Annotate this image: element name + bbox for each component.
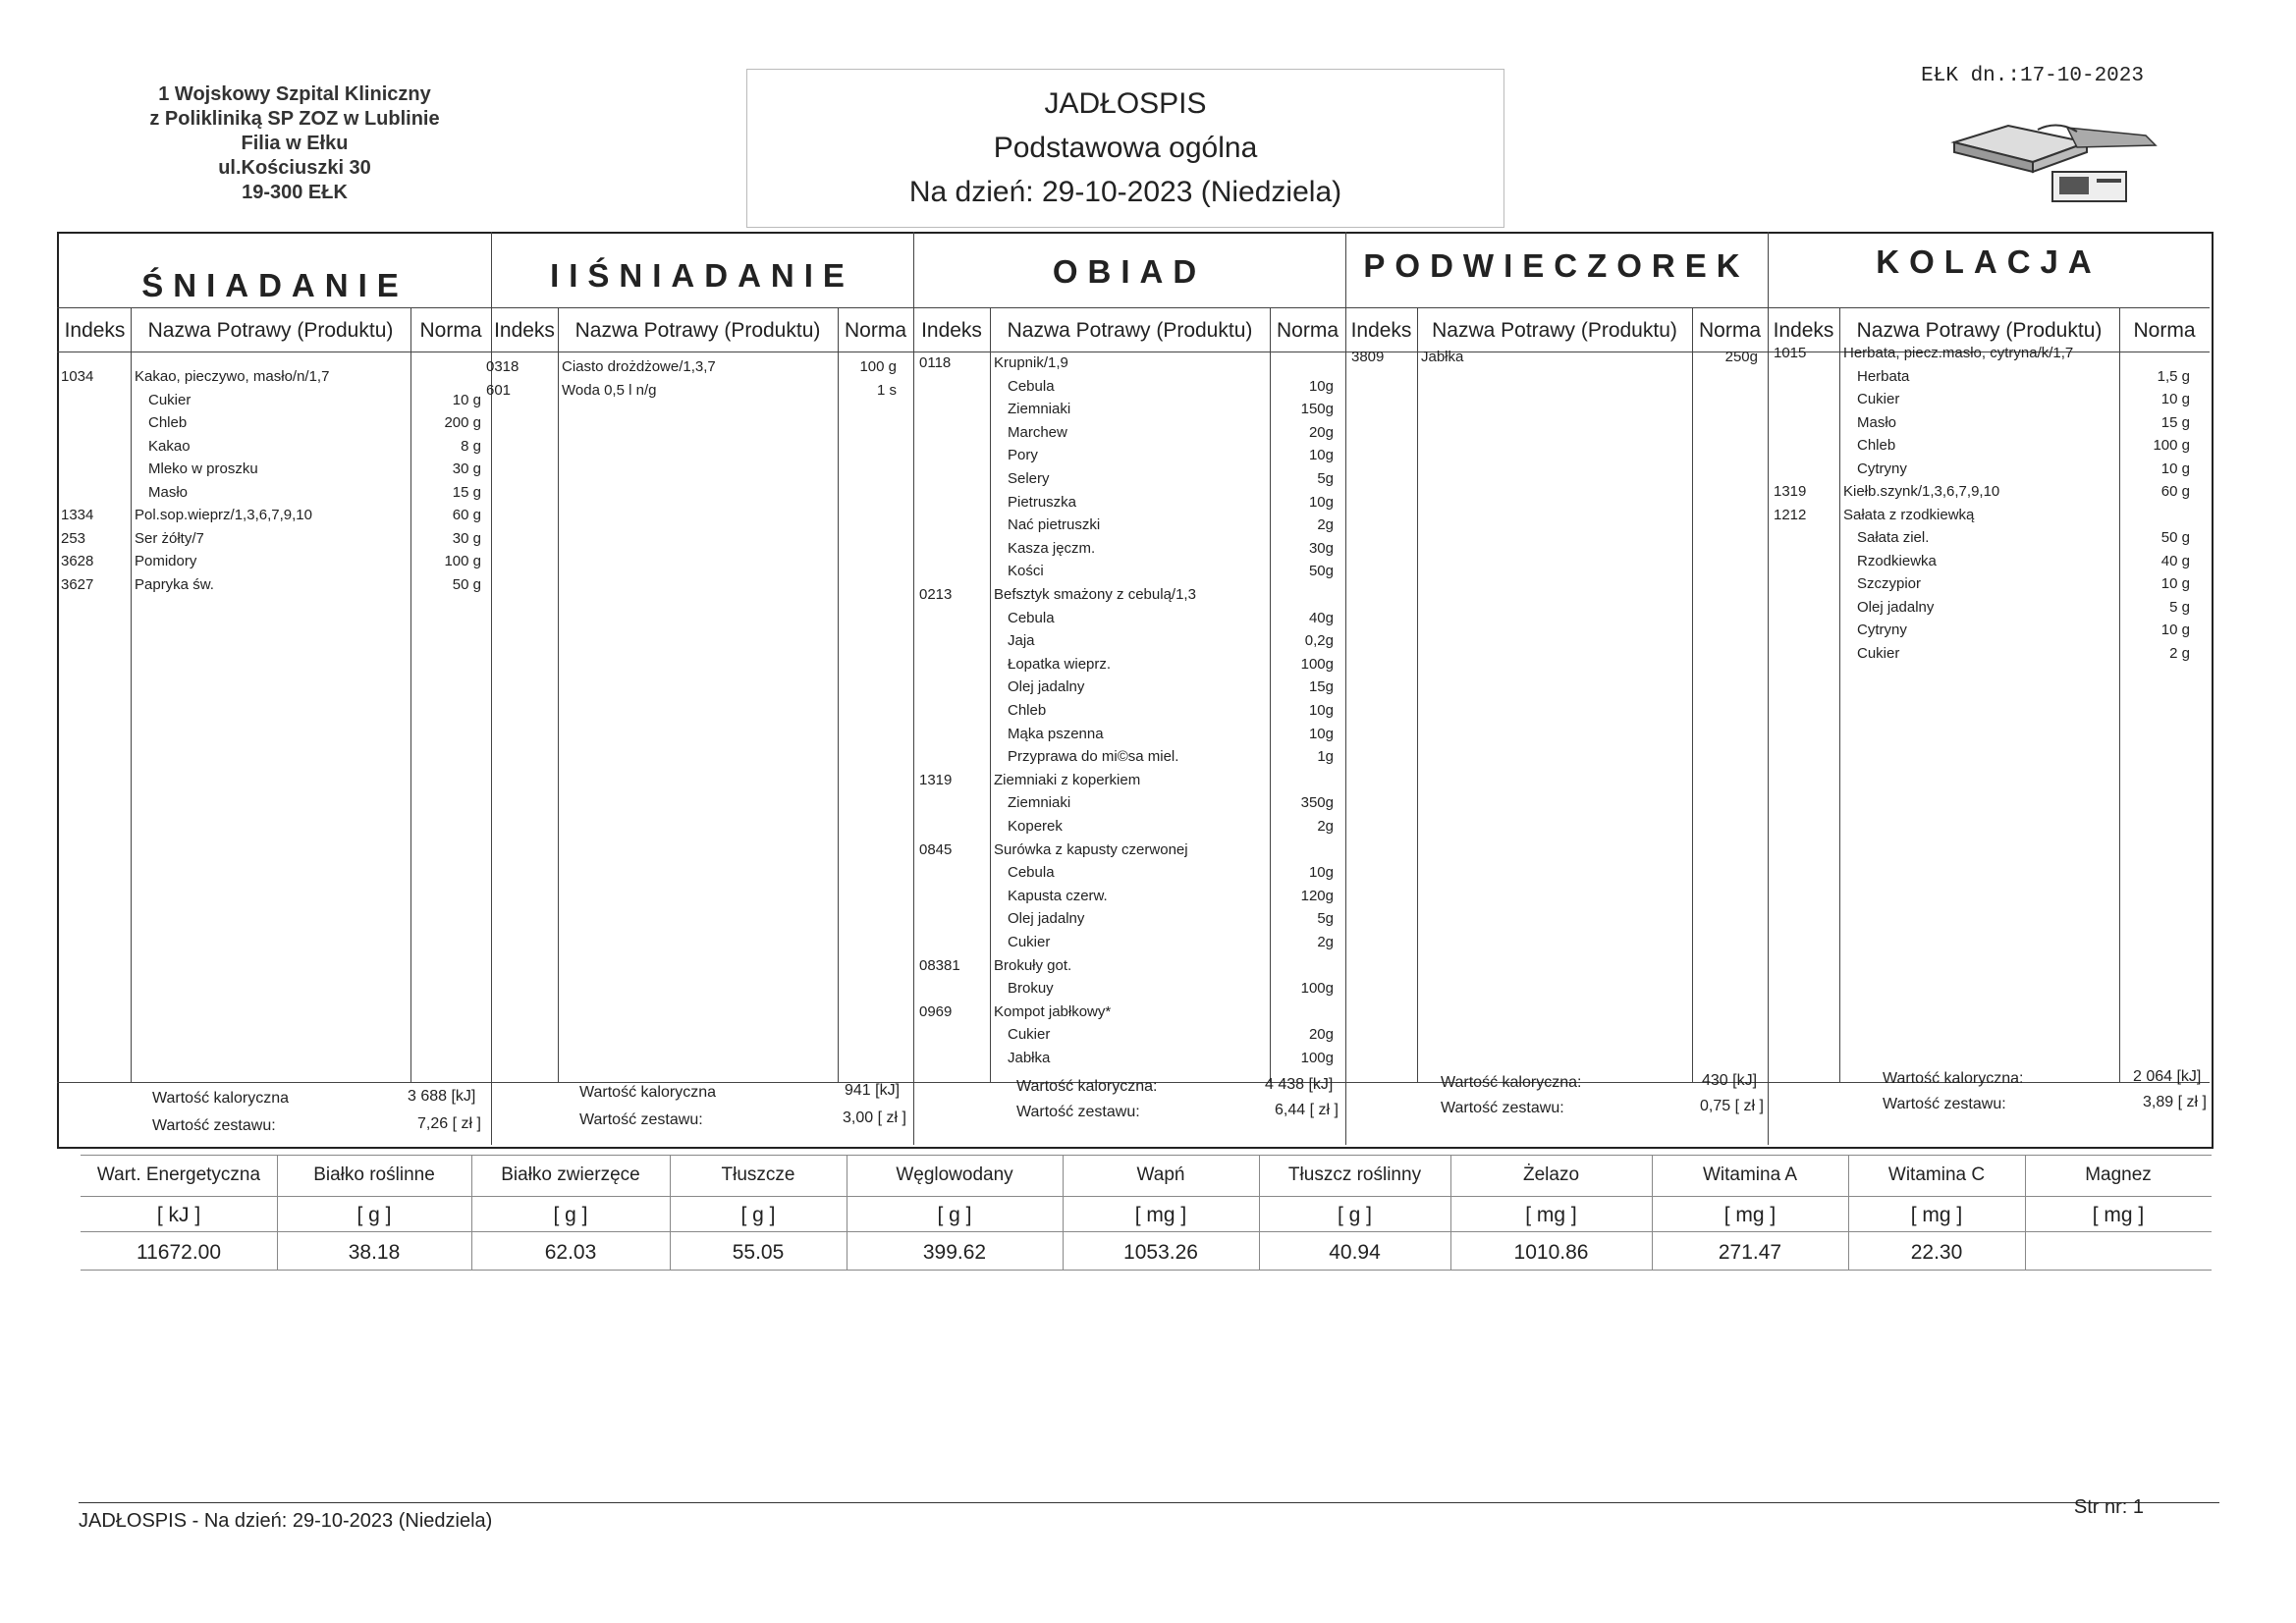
dish-name: Pomidory bbox=[135, 553, 197, 569]
nutrition-unit: [ g ] bbox=[937, 1204, 972, 1226]
item-norm: 10 g bbox=[2160, 622, 2190, 638]
divider bbox=[79, 1502, 2219, 1503]
ingredient-name: Pietruszka bbox=[1008, 493, 1077, 511]
ingredient-name: Olej jadalny bbox=[1008, 678, 1085, 696]
col-header-index: Indeks bbox=[494, 319, 555, 342]
item-norm: 30 g bbox=[452, 529, 481, 547]
ingredient-name: Cukier bbox=[1857, 644, 1900, 662]
ingredient-name: Sałata ziel. bbox=[1857, 529, 1930, 546]
ingredient-name: Przyprawa do mi©sa miel. bbox=[1008, 748, 1179, 766]
dish-name: Sałata z rzodkiewką bbox=[1843, 506, 1975, 523]
item-norm: 100g bbox=[1300, 980, 1334, 998]
energy-label: Wartość kaloryczna: bbox=[1016, 1078, 1158, 1095]
nutrition-value: 22.30 bbox=[1910, 1241, 1963, 1264]
ingredient-name: Mąka pszenna bbox=[1008, 725, 1104, 742]
item-norm: 60 g bbox=[2160, 483, 2190, 500]
item-norm: 5g bbox=[1317, 470, 1334, 487]
ingredient-name: Cebula bbox=[1008, 377, 1055, 395]
nutrition-table bbox=[81, 1155, 2212, 1271]
ingredient-name: Jabłka bbox=[1008, 1050, 1051, 1066]
nutrition-label: Białko roślinne bbox=[313, 1164, 435, 1185]
divider bbox=[838, 307, 839, 1083]
item-norm bbox=[403, 365, 481, 389]
item-index: 0969 bbox=[919, 1002, 953, 1020]
energy-value: 941 [kJ] bbox=[845, 1082, 901, 1099]
nutrition-label: Tłuszcz roślinny bbox=[1287, 1164, 1422, 1185]
item-index: 1319 bbox=[919, 771, 953, 788]
item-norm: 100 g bbox=[2153, 437, 2190, 454]
item-norm: 30 g bbox=[452, 460, 481, 477]
nutrition-unit: [ mg ] bbox=[1723, 1204, 1777, 1226]
col-header-name: Nazwa Potrawy (Produktu) bbox=[1432, 319, 1677, 342]
item-norm: 20g bbox=[1308, 423, 1334, 441]
ingredient-name: Cukier bbox=[1857, 391, 1900, 407]
item-norm: 20g bbox=[1308, 1026, 1334, 1044]
item-norm: 2g bbox=[1317, 818, 1334, 835]
nutrition-label: Witamina C bbox=[1887, 1164, 1986, 1185]
cost-label: Wartość zestawu: bbox=[579, 1111, 703, 1128]
item-norm: 50g bbox=[1308, 563, 1334, 580]
item-norm: 10 g bbox=[2160, 575, 2190, 592]
divider bbox=[81, 1155, 2212, 1156]
nutrition-value: 1010.86 bbox=[1513, 1241, 1589, 1264]
nutrition-unit: [ mg ] bbox=[1525, 1204, 1577, 1226]
item-norm: 10g bbox=[1308, 493, 1334, 511]
item-index: 0845 bbox=[919, 840, 953, 858]
item-norm: 1g bbox=[1317, 748, 1334, 766]
energy-label: Wartość kaloryczna bbox=[152, 1090, 289, 1107]
dish-name: Ziemniaki z koperkiem bbox=[994, 771, 1141, 788]
ingredient-name: Olej jadalny bbox=[1008, 910, 1085, 928]
item-norm bbox=[1255, 352, 1334, 375]
nutrition-label: Wart. Energetyczna bbox=[96, 1164, 261, 1185]
divider bbox=[81, 1231, 2212, 1232]
footer-text: JADŁOSPIS - Na dzień: 29-10-2023 (Niedziela) bbox=[79, 1510, 493, 1532]
nutrition-unit: [ mg ] bbox=[1134, 1204, 1187, 1226]
item-norm bbox=[1255, 583, 1334, 607]
ingredient-name: Chleb bbox=[148, 414, 188, 431]
item-norm: 50 g bbox=[452, 575, 481, 593]
divider bbox=[1417, 307, 1418, 1083]
ingredient-name: Kapusta czerw. bbox=[1008, 887, 1108, 904]
item-index: 1334 bbox=[61, 507, 94, 523]
col-header-index: Indeks bbox=[1773, 319, 1834, 342]
nutrition-value: 399.62 bbox=[922, 1241, 987, 1264]
item-norm: 40g bbox=[1308, 609, 1334, 626]
item-norm: 350g bbox=[1300, 794, 1334, 812]
item-norm: 5 g bbox=[2169, 598, 2190, 616]
ingredient-name: Łopatka wieprz. bbox=[1008, 655, 1112, 673]
ingredient-name: Nać pietruszki bbox=[1008, 516, 1101, 534]
page-title: JADŁOSPIS bbox=[1044, 87, 1207, 120]
nutrition-value: 38.18 bbox=[348, 1241, 401, 1264]
nutrition-label: Żelazo bbox=[1522, 1164, 1580, 1185]
item-norm: 15 g bbox=[2160, 413, 2190, 431]
cost-label: Wartość zestawu: bbox=[1883, 1096, 2006, 1112]
item-norm: 2g bbox=[1317, 516, 1334, 534]
ingredient-name: Koperek bbox=[1008, 818, 1063, 835]
nutrition-value: 40.94 bbox=[1329, 1241, 1381, 1264]
energy-value: 430 [kJ] bbox=[1702, 1072, 1758, 1089]
nutrition-unit: [ g ] bbox=[356, 1204, 392, 1226]
cost-label: Wartość zestawu: bbox=[1016, 1104, 1140, 1120]
energy-value: 3 688 [kJ] bbox=[408, 1088, 476, 1105]
item-index: 601 bbox=[486, 381, 512, 399]
col-header-name: Nazwa Potrawy (Produktu) bbox=[147, 319, 394, 342]
item-norm: 100 g bbox=[444, 553, 481, 569]
col-header-norm: Norma bbox=[1276, 319, 1339, 342]
nutrition-value: 62.03 bbox=[544, 1241, 597, 1264]
dish-name: Krupnik/1,9 bbox=[994, 354, 1068, 371]
energy-value: 4 438 [kJ] bbox=[1265, 1076, 1334, 1093]
nutrition-unit: [ kJ ] bbox=[156, 1204, 201, 1226]
item-norm: 10g bbox=[1308, 447, 1334, 464]
divider bbox=[913, 232, 914, 1145]
item-norm: 5g bbox=[1317, 910, 1334, 928]
dish-name: Surówka z kapusty czerwonej bbox=[994, 840, 1188, 858]
energy-label: Wartość kaloryczna bbox=[579, 1084, 716, 1101]
item-norm: 100 g bbox=[859, 358, 897, 375]
nutrition-unit: [ g ] bbox=[553, 1204, 588, 1226]
hospital-line: Filia w Ełku bbox=[241, 133, 349, 154]
item-norm: 2 g bbox=[2169, 644, 2190, 662]
title-box bbox=[746, 69, 1504, 228]
dish-name: Ciasto drożdżowe/1,3,7 bbox=[562, 358, 716, 375]
meal-header-afternoon-snack: PODWIECZOREK bbox=[1363, 247, 1750, 284]
col-header-name: Nazwa Potrawy (Produktu) bbox=[574, 319, 821, 342]
item-norm: 60 g bbox=[452, 507, 481, 523]
ingredient-name: Marchew bbox=[1008, 423, 1067, 441]
ingredient-name: Olej jadalny bbox=[1857, 598, 1935, 616]
meal-header-second-breakfast: IIŚNIADANIE bbox=[550, 257, 854, 294]
diet-type: Podstawowa ogólna bbox=[993, 132, 1258, 164]
ingredient-name: Brokuy bbox=[1008, 980, 1054, 998]
divider bbox=[81, 1196, 2212, 1197]
dish-name: Brokuły got. bbox=[994, 956, 1072, 974]
divider bbox=[1839, 307, 1840, 1083]
hospital-address bbox=[98, 82, 491, 205]
ingredient-name: Cukier bbox=[1008, 934, 1051, 950]
nutrition-unit: [ g ] bbox=[740, 1204, 776, 1226]
item-norm: 100g bbox=[1300, 655, 1334, 673]
col-header-norm: Norma bbox=[419, 319, 482, 342]
print-date: EŁK dn.:17-10-2023 bbox=[1921, 65, 2144, 87]
menu-date: Na dzień: 29-10-2023 (Niedziela) bbox=[908, 176, 1342, 208]
ingredient-name: Kości bbox=[1008, 563, 1044, 580]
divider bbox=[1345, 232, 1346, 1145]
ingredient-name: Cukier bbox=[148, 391, 191, 408]
item-norm: 1 s bbox=[876, 381, 897, 399]
ingredient-name: Cytryny bbox=[1857, 460, 1907, 477]
meal-header-lunch: OBIAD bbox=[1052, 253, 1207, 290]
item-norm: 10 g bbox=[2160, 391, 2190, 407]
cost-value: 0,75 [ zł ] bbox=[1700, 1098, 1764, 1114]
hospital-line: 19-300 EŁK bbox=[242, 182, 348, 203]
hospital-line: ul.Kościuszki 30 bbox=[218, 157, 371, 179]
ingredient-name: Selery bbox=[1008, 470, 1050, 487]
col-header-norm: Norma bbox=[2133, 319, 2196, 342]
item-norm bbox=[1255, 839, 1334, 862]
dish-name: Befsztyk smażony z cebulą/1,3 bbox=[994, 586, 1196, 603]
item-norm bbox=[1255, 1001, 1334, 1024]
item-index: 1319 bbox=[1774, 483, 1807, 500]
ingredient-name: Cebula bbox=[1008, 864, 1055, 882]
item-norm: 100g bbox=[1300, 1050, 1334, 1066]
item-norm: 15 g bbox=[452, 483, 481, 501]
ingredient-name: Rzodkiewka bbox=[1857, 552, 1937, 569]
item-norm: 200 g bbox=[444, 414, 481, 431]
ingredient-name: Herbata bbox=[1857, 367, 1910, 385]
energy-value: 2 064 [kJ] bbox=[2133, 1068, 2202, 1085]
col-header-index: Indeks bbox=[1350, 319, 1412, 342]
item-norm: 2g bbox=[1317, 934, 1334, 950]
ingredient-name: Pory bbox=[1008, 447, 1038, 464]
ingredient-name: Cukier bbox=[1008, 1026, 1051, 1044]
ingredient-name: Ziemniaki bbox=[1008, 401, 1071, 418]
hospital-line: 1 Wojskowy Szpital Kliniczny bbox=[158, 83, 431, 105]
page-number: Str nr: 1 bbox=[2073, 1496, 2144, 1518]
item-norm: 0,2g bbox=[1304, 632, 1334, 650]
col-header-name: Nazwa Potrawy (Produktu) bbox=[1007, 319, 1253, 342]
cost-value: 3,00 [ zł ] bbox=[843, 1109, 906, 1126]
item-norm: 1,5 g bbox=[2157, 367, 2190, 385]
nutrition-unit: [ mg ] bbox=[1910, 1204, 1963, 1226]
nutrition-label: Tłuszcze bbox=[721, 1164, 795, 1185]
ingredient-name: Kasza jęczm. bbox=[1008, 539, 1096, 557]
ingredient-name: Masło bbox=[1857, 413, 1897, 431]
item-index: 0318 bbox=[486, 358, 519, 375]
item-norm: 10 g bbox=[452, 391, 481, 408]
divider bbox=[57, 307, 2210, 308]
item-index: 1015 bbox=[1774, 345, 1807, 361]
hospital-line: z Polikliniką SP ZOZ w Lublinie bbox=[149, 108, 440, 130]
dish-name: Kompot jabłkowy* bbox=[994, 1002, 1112, 1020]
item-norm: 30g bbox=[1308, 539, 1334, 557]
nutrition-label: Białko zwierzęce bbox=[501, 1164, 640, 1185]
ingredient-name: Jaja bbox=[1008, 632, 1035, 650]
ingredient-name: Cytryny bbox=[1857, 622, 1907, 638]
col-header-index: Indeks bbox=[921, 319, 982, 342]
item-index: 253 bbox=[61, 529, 86, 547]
item-norm bbox=[1255, 769, 1334, 792]
divider bbox=[558, 307, 559, 1083]
cost-value: 7,26 [ zł ] bbox=[417, 1115, 481, 1132]
ingredient-name: Cebula bbox=[1008, 609, 1055, 626]
nutrition-label: Magnez bbox=[2085, 1164, 2152, 1185]
item-index: 1212 bbox=[1774, 506, 1807, 523]
item-norm: 10 g bbox=[2160, 460, 2190, 477]
dish-name: Kiełb.szynk/1,3,6,7,9,10 bbox=[1843, 483, 2000, 500]
item-norm: 250g bbox=[1724, 349, 1758, 365]
item-norm: 10g bbox=[1308, 702, 1334, 719]
item-norm: 150g bbox=[1300, 401, 1334, 418]
cost-label: Wartość zestawu: bbox=[152, 1117, 276, 1134]
divider bbox=[990, 307, 991, 1083]
book-computer-icon bbox=[1949, 118, 2165, 211]
ingredient-name: Ziemniaki bbox=[1008, 794, 1071, 812]
item-index: 3809 bbox=[1351, 349, 1385, 365]
nutrition-unit: [ mg ] bbox=[2092, 1204, 2145, 1226]
col-header-index: Indeks bbox=[64, 319, 126, 342]
nutrition-value: 11672.00 bbox=[136, 1241, 222, 1264]
item-index: 0118 bbox=[919, 354, 952, 371]
divider bbox=[131, 307, 132, 1083]
item-norm: 10g bbox=[1308, 377, 1334, 395]
item-norm bbox=[2111, 342, 2190, 365]
item-norm bbox=[2111, 504, 2190, 527]
meal-header-dinner: KOLACJA bbox=[1876, 243, 2102, 280]
item-index: 3628 bbox=[61, 553, 94, 569]
nutrition-label: Wapń bbox=[1136, 1164, 1185, 1185]
divider bbox=[81, 1270, 2212, 1271]
dish-name: Ser żółty/7 bbox=[135, 529, 204, 547]
dish-name: Papryka św. bbox=[135, 575, 214, 593]
ingredient-name: Szczypior bbox=[1857, 575, 1922, 592]
energy-label: Wartość kaloryczna: bbox=[1441, 1074, 1582, 1091]
ingredient-name: Kakao bbox=[148, 437, 191, 455]
item-norm: 8 g bbox=[461, 437, 481, 455]
item-index: 3627 bbox=[61, 575, 94, 593]
divider bbox=[1692, 307, 1693, 1083]
nutrition-unit: [ g ] bbox=[1337, 1204, 1373, 1226]
meal-header-breakfast: ŚNIADANIE bbox=[141, 267, 409, 303]
item-index: 08381 bbox=[919, 956, 960, 974]
item-norm: 10g bbox=[1308, 725, 1334, 742]
dish-name: Pol.sop.wieprz/1,3,6,7,9,10 bbox=[135, 507, 312, 523]
item-index: 0213 bbox=[919, 586, 953, 603]
nutrition-value: 271.47 bbox=[1718, 1241, 1782, 1264]
item-norm: 15g bbox=[1308, 678, 1334, 696]
item-index: 1034 bbox=[61, 368, 94, 385]
ingredient-name: Chleb bbox=[1857, 437, 1896, 454]
ingredient-name: Masło bbox=[148, 483, 189, 501]
ingredient-name: Mleko w proszku bbox=[148, 460, 258, 477]
col-header-norm: Norma bbox=[1698, 319, 1761, 342]
item-norm: 120g bbox=[1300, 887, 1334, 904]
dish-name: Jabłka bbox=[1421, 349, 1464, 365]
col-header-norm: Norma bbox=[844, 319, 906, 342]
dish-name: Woda 0,5 l n/g bbox=[562, 381, 657, 399]
nutrition-value: 1053.26 bbox=[1123, 1241, 1198, 1264]
nutrition-label: Witamina A bbox=[1702, 1164, 1798, 1185]
dish-name: Herbata, piecz.masło, cytryna/k/1,7 bbox=[1843, 345, 2074, 361]
item-norm: 50 g bbox=[2160, 529, 2190, 546]
cost-value: 3,89 [ zł ] bbox=[2143, 1094, 2207, 1110]
divider bbox=[1768, 232, 1769, 1145]
item-norm: 40 g bbox=[2160, 552, 2190, 569]
nutrition-label: Węglowodany bbox=[896, 1164, 1013, 1185]
ingredient-name: Chleb bbox=[1008, 702, 1047, 719]
item-norm bbox=[1255, 954, 1334, 978]
nutrition-value: 55.05 bbox=[732, 1241, 785, 1264]
cost-label: Wartość zestawu: bbox=[1441, 1100, 1564, 1116]
col-header-name: Nazwa Potrawy (Produktu) bbox=[1856, 319, 2103, 342]
dish-name: Kakao, pieczywo, masło/n/1,7 bbox=[135, 368, 330, 385]
item-norm: 10g bbox=[1308, 864, 1334, 882]
cost-value: 6,44 [ zł ] bbox=[1275, 1102, 1339, 1118]
energy-label: Wartość kaloryczna: bbox=[1883, 1070, 2024, 1087]
